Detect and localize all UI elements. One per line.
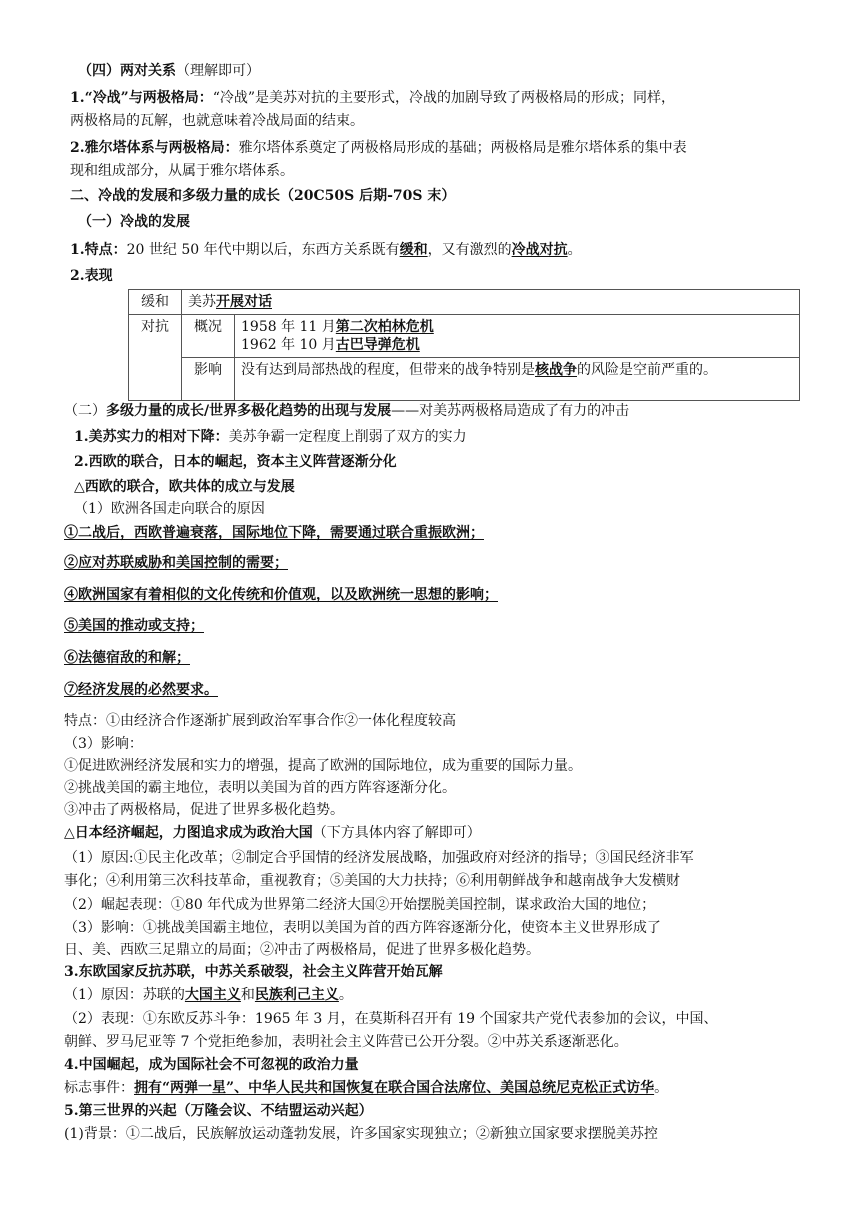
table-row <box>129 290 800 315</box>
cold-war-table <box>128 289 800 401</box>
relation-cold-war-bipolar-cont: 两极格局的瓦解，也就意味着冷战局面的结束。 <box>70 113 364 129</box>
table-cell-relax: 缓和 <box>129 290 182 315</box>
subsection-cold-war-development: （一）冷战的发展 <box>78 214 190 230</box>
eastern-europe-heading: 3.东欧国家反抗苏联，中苏关系破裂，社会主义阵营开始瓦解 <box>64 964 443 980</box>
japan-heading: △日本经济崛起，力图追求成为政治大国（下方具体内容了解即可） <box>64 825 481 841</box>
table-cell-confront: 对抗 <box>129 315 182 401</box>
section-two-heading: 二、冷战的发展和多级力量的成长（20C50S 后期-70S 末） <box>70 188 456 204</box>
table-row <box>129 315 800 358</box>
manifestation-heading: 2.表现 <box>70 268 113 284</box>
table-row <box>129 358 800 401</box>
reason-6: ⑥法德宿敌的和解； <box>64 650 190 666</box>
union-features: 特点：①由经济合作逐渐扩展到政治军事合作②一体化程度较高 <box>64 713 456 729</box>
western-europe-japan-heading: 2.西欧的联合，日本的崛起，资本主义阵营逐渐分化 <box>74 454 397 470</box>
decline-line: 1.美苏实力的相对下降：美苏争霸一定程度上削弱了双方的实力 <box>74 429 467 445</box>
union-impact-1: ①促进欧洲经济发展和实力的增强，提高了欧洲的国际地位，成为重要的国际力量。 <box>64 758 582 774</box>
table-cell-impact-content: 没有达到局部热战的程度，但带来的战争特别是核战争的风险是空前严重的。 <box>235 358 800 401</box>
western-europe-union-heading: △西欧的联合，欧共体的成立与发展 <box>74 479 295 495</box>
relation-cold-war-bipolar: 1.“冷战”与两极格局：“冷战”是美苏对抗的主要形式，冷战的加剧导致了两极格局的形成；同样， <box>70 90 676 106</box>
section-four-title: （四）两对关系（理解即可） <box>78 63 260 79</box>
japan-reasons: （1）原因:①民主化改革；②制定合乎国情的经济发展战略，加强政府对经济的指导；③国民经济非军 <box>64 850 694 866</box>
reason-1: ①二战后，西欧普遍衰落，国际地位下降，需要通过联合重振欧洲； <box>64 525 484 541</box>
third-world-background: (1)背景：①二战后，民族解放运动蓬勃发展，许多国家实现独立；②新独立国家要求摆脱美苏控 <box>64 1126 658 1142</box>
japan-impact-cont: 日、美、西欧三足鼎立的局面；②冲击了两极格局，促进了世界多极化趋势。 <box>64 942 540 958</box>
reason-5: ⑤美国的推动或支持； <box>64 618 204 634</box>
reason-2: ②应对苏联威胁和美国控制的需要； <box>64 555 288 571</box>
union-reasons-heading: （1）欧洲各国走向联合的原因 <box>74 501 265 517</box>
eastern-europe-reason: （1）原因：苏联的大国主义和民族利己主义。 <box>64 987 353 1003</box>
japan-rise: （2）崛起表现：①80 年代成为世界第二经济大国②开始摆脱美国控制，谋求政治大国的地位； <box>64 897 656 913</box>
subsection-multipolar: （二）多级力量的成长/世界多极化趋势的出现与发展——对美苏两极格局造成了有力的冲击 <box>64 403 630 419</box>
reason-7: ⑦经济发展的必然要求。 <box>64 682 218 698</box>
union-impact-3: ③冲击了两极格局，促进了世界多极化趋势。 <box>64 802 344 818</box>
japan-reasons-cont: 事化；④利用第三次科技革命，重视教育；⑤美国的大力扶持；⑥利用朝鲜战争和越南战争大发横财 <box>64 873 680 889</box>
relation-yalta-bipolar-cont: 现和组成部分，从属于雅尔塔体系。 <box>70 163 294 179</box>
table-cell-overview-content: 1958 年 11 月第二次柏林危机 1962 年 10 月古巴导弹危机 <box>235 315 800 358</box>
reason-4: ④欧洲国家有着相似的文化传统和价值观，以及欧洲统一思想的影响； <box>64 587 498 603</box>
japan-impact: （3）影响：①挑战美国霸主地位，表明以美国为首的西方阵容逐渐分化，使资本主义世界形成了 <box>64 920 661 936</box>
eastern-europe-performance: （2）表现：①东欧反苏斗争：1965 年 3 月，在莫斯科召开有 19 个国家共产党代表参加的会议，中国、 <box>64 1011 718 1027</box>
china-heading: 4.中国崛起，成为国际社会不可忽视的政治力量 <box>64 1057 359 1073</box>
relation-yalta-bipolar: 2.雅尔塔体系与两极格局：雅尔塔体系奠定了两极格局形成的基础；两极格局是雅尔塔体系的集中表 <box>70 140 687 156</box>
third-world-heading: 5.第三世界的兴起（万隆会议、不结盟运动兴起） <box>64 1103 373 1119</box>
table-cell-relax-content: 美苏开展对话 <box>182 290 800 315</box>
eastern-europe-performance-cont: 朝鲜、罗马尼亚等 7 个党拒绝参加，表明社会主义阵营已公开分裂。②中苏关系逐渐恶化。 <box>64 1034 628 1050</box>
table-cell-impact: 影响 <box>182 358 235 401</box>
feature-line: 1.特点：20 世纪 50 年代中期以后，东西方关系既有缓和，又有激烈的冷战对抗。 <box>70 242 582 258</box>
union-impact-2: ②挑战美国的霸主地位，表明以美国为首的西方阵容逐渐分化。 <box>64 780 456 796</box>
china-events: 标志事件：拥有“两弹一星”、中华人民共和国恢复在联合国合法席位、美国总统尼克松正式访华。 <box>64 1080 669 1096</box>
table-cell-overview: 概况 <box>182 315 235 358</box>
union-impact-heading: （3）影响： <box>64 736 143 752</box>
